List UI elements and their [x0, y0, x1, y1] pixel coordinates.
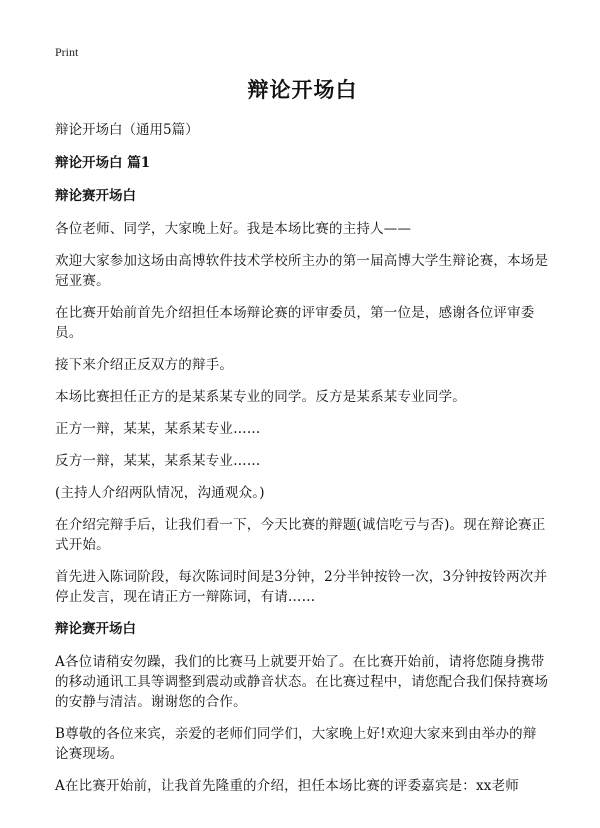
paragraph: 首先进入陈词阶段，每次陈词时间是3分钟，2分半钟按铃一次，3分钟按铃两次并停止发言，现在请正方一辩陈词，有请…… — [55, 569, 548, 605]
paragraph: 正方一辩，某某，某系某专业…… — [55, 421, 261, 437]
paragraph: 反方一辩，某某，某系某专业…… — [55, 453, 261, 469]
section-heading: 辩论开场白 篇1 — [55, 155, 151, 171]
paragraph: 欢迎大家参加这场由高博软件技术学校所主办的第一届高博大学生辩论赛，本场是冠亚赛。 — [55, 253, 549, 289]
paragraph: (主持人介绍两队情况，沟通观众。) — [55, 485, 265, 501]
print-link[interactable]: Print — [55, 45, 79, 59]
paragraph: A各位请稍安勿躁，我们的比赛马上就要开始了。在比赛开始前，请将您随身携带的移动通讯工具等调整到震动或静音状态。在比赛过程中，请您配合我们保持赛场的安静与清洁。谢谢您的合作。 — [55, 654, 549, 710]
paragraph: 在介绍完辩手后，让我们看一下，今天比赛的辩题(诚信吃亏与否)。现在辩论赛正式开始。 — [55, 517, 546, 553]
paragraph: B尊敬的各位来宾，亲爱的老师们同学们，大家晚上好!欢迎大家来到由举办的辩论赛现场。 — [55, 726, 537, 762]
paragraph: A在比赛开始前，让我首先隆重的介绍，担任本场比赛的评委嘉宾是：xx老师 — [55, 778, 519, 794]
section-subheading: 辩论赛开场白 — [55, 188, 136, 204]
section-subheading-2: 辩论赛开场白 — [55, 621, 136, 637]
document-subtitle: 辩论开场白（通用5篇） — [55, 122, 199, 138]
paragraph: 各位老师、同学，大家晚上好。我是本场比赛的主持人—— — [55, 221, 412, 237]
paragraph: 本场比赛担任正方的是某系某专业的同学。反方是某系某专业同学。 — [55, 389, 466, 405]
paragraph: 接下来介绍正反双方的辩手。 — [55, 357, 234, 373]
paragraph: 在比赛开始前首先介绍担任本场辩论赛的评审委员，第一位是，感谢各位评审委员。 — [55, 305, 535, 341]
document-title: 辩论开场白 — [247, 77, 358, 102]
